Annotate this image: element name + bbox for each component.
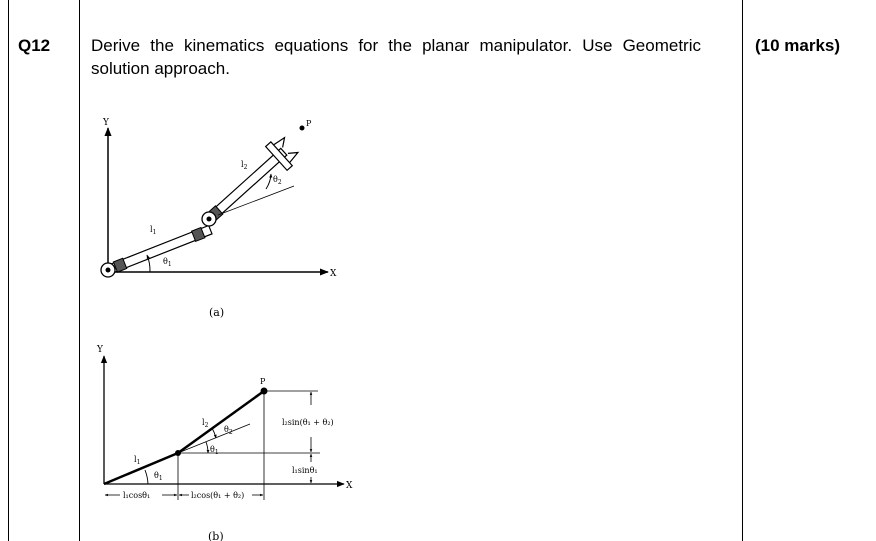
fig-a-caption: (a) bbox=[209, 306, 225, 319]
fig-a-point-p bbox=[300, 126, 305, 131]
fig-b-theta1-copy-label: $\theta_1$ bbox=[210, 445, 219, 456]
question-text: Derive the kinematics equations for the planar manipulator. Use Geometric solution approach. bbox=[91, 36, 701, 78]
fig-b-theta1-label: $\theta_1$ bbox=[154, 471, 163, 482]
fig-b-theta1-arc bbox=[145, 470, 148, 484]
fig-a-p-label: P bbox=[306, 119, 312, 128]
fig-b-x-dim2-label: l₂cos(θ₁ + θ₂) bbox=[191, 491, 245, 500]
fig-a-link-1 bbox=[106, 225, 212, 276]
fig-b-l2-label: $l_2$ bbox=[202, 418, 209, 429]
figure-a bbox=[101, 118, 337, 319]
fig-b-theta1-copy-arc bbox=[206, 442, 208, 453]
fig-b-caption: (b) bbox=[208, 530, 224, 541]
fig-b-link-2 bbox=[178, 391, 264, 453]
fig-b-p-label: P bbox=[260, 377, 266, 386]
fig-b-l1-label: $l_1$ bbox=[134, 455, 141, 466]
fig-a-theta2-label: $\theta_2$ bbox=[273, 175, 282, 186]
fig-b-y-label: Y bbox=[97, 345, 103, 355]
fig-b-theta2-label: $\theta_2$ bbox=[224, 425, 233, 436]
fig-a-y-label: Y bbox=[103, 118, 109, 128]
fig-a-l1-label: $l_1$ bbox=[150, 225, 157, 236]
fig-b-theta2-arc bbox=[212, 428, 216, 438]
fig-b-x-label: X bbox=[346, 481, 353, 491]
fig-b-link-1 bbox=[104, 453, 178, 484]
fig-b-y-dim1-label: l₁sinθ₁ bbox=[292, 466, 318, 475]
fig-b-x-dim1-label: l₁cosθ₁ bbox=[123, 491, 151, 500]
fig-b-y-dim2-label: l₂sin(θ₁ + θ₂) bbox=[282, 418, 334, 427]
question-number: Q12 bbox=[18, 36, 51, 55]
fig-a-x-label: X bbox=[330, 269, 337, 279]
fig-a-l2-label: $l_2$ bbox=[241, 160, 248, 171]
fig-a-theta2-arc bbox=[266, 174, 271, 189]
figure-b bbox=[96, 345, 353, 541]
marks-label: (10 marks) bbox=[755, 36, 841, 55]
fig-a-theta1-label: $\theta_1$ bbox=[163, 257, 172, 268]
